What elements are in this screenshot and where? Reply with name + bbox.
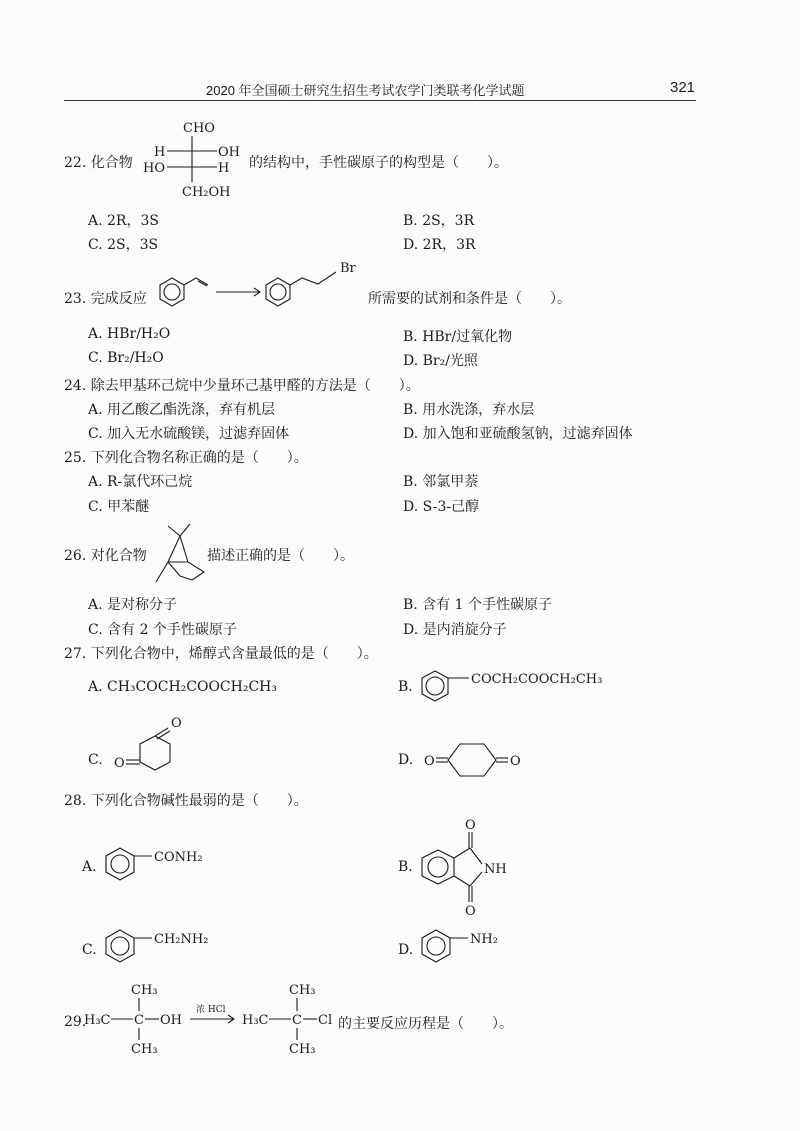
q26-suffix: 描述正确的是（ ）。: [207, 548, 354, 564]
q25-option-d[interactable]: D. S-3-己醇: [403, 499, 480, 515]
q28-option-c-structure: [98, 922, 238, 972]
fischer-row2-right: H: [218, 161, 230, 176]
q27-option-c-oxygen-1: O: [171, 716, 182, 731]
q22-option-b[interactable]: B. 2S，3R: [403, 213, 475, 229]
q23-prefix: 23. 完成反应: [64, 291, 147, 307]
fischer-bottom: CH₂OH: [182, 185, 231, 200]
q22-option-d[interactable]: D. 2R，3R: [403, 237, 476, 253]
q28-option-d-structure: [414, 922, 534, 972]
q24-option-a[interactable]: A. 用乙酸乙酯洗涤，弃有机层: [88, 402, 276, 418]
q27-option-b-substituent: COCH₂COOCH₂CH₃: [471, 672, 603, 687]
q23-option-b[interactable]: B. HBr/过氧化物: [403, 329, 513, 345]
q29-reaction-scheme: [84, 976, 374, 1062]
q26-option-a[interactable]: A. 是对称分子: [88, 597, 178, 613]
fischer-row1-right: OH: [218, 145, 240, 160]
q27-option-d-oxygen-1: O: [424, 754, 435, 769]
header-rule: [64, 100, 696, 101]
q28-option-a-structure: [98, 840, 238, 890]
q22-suffix: 的结构中，手性碳原子的构型是（ ）。: [249, 155, 508, 171]
q23-option-a[interactable]: A. HBr/H₂O: [88, 326, 171, 342]
q23-reaction-scheme: [150, 258, 400, 318]
q24-option-b[interactable]: B. 用水洗涤，弃水层: [403, 402, 535, 418]
q29-number: 29.: [64, 1014, 87, 1030]
q24-option-d[interactable]: D. 加入饱和亚硫酸氢钠，过滤弃固体: [403, 426, 633, 442]
q26-prefix: 26. 对化合物: [64, 548, 147, 564]
page-number: 321: [670, 79, 696, 96]
q29-reactant-oh: OH: [160, 1013, 182, 1028]
q28-option-d-substituent: NH₂: [470, 932, 498, 947]
q25-option-b[interactable]: B. 邻氯甲萘: [403, 474, 479, 490]
q22-option-c[interactable]: C. 2S，3S: [88, 237, 159, 253]
running-header: 2020 年全国硕士研究生招生考试农学门类联考化学试题: [206, 83, 525, 98]
q29-product-carbon: C: [292, 1013, 302, 1028]
q28-option-c-substituent: CH₂NH₂: [154, 932, 209, 947]
q29-product-ch3-top: CH₃: [289, 983, 316, 998]
q25-stem: 25. 下列化合物名称正确的是（ ）。: [64, 450, 308, 466]
q29-reactant-ch3-bottom: CH₃: [131, 1042, 158, 1057]
q27-stem: 27. 下列化合物中，烯醇式含量最低的是（ ）。: [64, 646, 378, 662]
q29-reactant-h3c: H₃C: [84, 1013, 111, 1028]
q27-option-b-structure: [415, 663, 655, 709]
q23-suffix: 所需要的试剂和条件是（ ）。: [368, 291, 571, 307]
fischer-top: CHO: [183, 121, 215, 136]
q22-fischer-projection: [140, 116, 250, 204]
q26-option-d[interactable]: D. 是内消旋分子: [403, 622, 507, 638]
q28-option-b-phthalimide: [412, 814, 532, 924]
q25-option-a[interactable]: A. R-氯代环己烷: [88, 474, 193, 490]
q23-option-c[interactable]: C. Br₂/H₂O: [88, 350, 164, 366]
fischer-row1-left: H: [154, 145, 166, 160]
q29-product-ch3-bottom: CH₃: [289, 1042, 316, 1057]
q22-option-a[interactable]: A. 2R，3S: [88, 213, 159, 229]
q29-product-h3c: H₃C: [242, 1013, 269, 1028]
q27-option-c-structure: [100, 712, 200, 782]
q28-option-b-oxygen-bottom: O: [465, 904, 476, 919]
q29-product-cl: Cl: [318, 1013, 333, 1028]
q27-option-b-label[interactable]: B.: [398, 679, 413, 695]
q26-option-c[interactable]: C. 含有 2 个手性碳原子: [88, 622, 237, 638]
q27-option-d-structure: [414, 736, 534, 786]
q29-reagent: 浓 HCl: [196, 1005, 226, 1015]
q28-option-b-label[interactable]: B.: [398, 859, 413, 875]
q26-camphane-structure: [150, 522, 210, 586]
q24-stem: 24. 除去甲基环己烷中少量环己基甲醛的方法是（ ）。: [64, 378, 420, 394]
q27-option-c-oxygen-2: O: [114, 756, 125, 771]
q28-option-b-oxygen-top: O: [465, 818, 476, 833]
fischer-row2-left: HO: [143, 161, 165, 176]
q27-option-c-label[interactable]: C.: [88, 752, 103, 768]
q27-option-a[interactable]: A. CH₃COCH₂COOCH₂CH₃: [88, 679, 277, 695]
q22-prefix: 22. 化合物: [64, 155, 133, 171]
q28-option-c-label[interactable]: C.: [82, 942, 97, 958]
q28-option-a-substituent: CONH₂: [154, 850, 203, 865]
q26-option-b[interactable]: B. 含有 1 个手性碳原子: [403, 597, 552, 613]
q28-stem: 28. 下列化合物碱性最弱的是（ ）。: [64, 793, 308, 809]
q28-option-b-nh: NH: [484, 862, 507, 877]
q28-option-d-label[interactable]: D.: [398, 942, 414, 958]
q29-reactant-ch3-top: CH₃: [131, 983, 158, 998]
q29-suffix: 的主要反应历程是（ ）。: [338, 1016, 513, 1032]
q25-option-c[interactable]: C. 甲苯醚: [88, 499, 150, 515]
q28-option-a-label[interactable]: A.: [82, 859, 97, 875]
q23-product-br: Br: [340, 261, 356, 276]
q27-option-d-label[interactable]: D.: [398, 752, 414, 768]
q24-option-c[interactable]: C. 加入无水硫酸镁，过滤弃固体: [88, 426, 290, 442]
q29-reactant-carbon: C: [134, 1013, 144, 1028]
q23-option-d[interactable]: D. Br₂/光照: [403, 353, 478, 369]
q27-option-d-oxygen-2: O: [510, 754, 521, 769]
